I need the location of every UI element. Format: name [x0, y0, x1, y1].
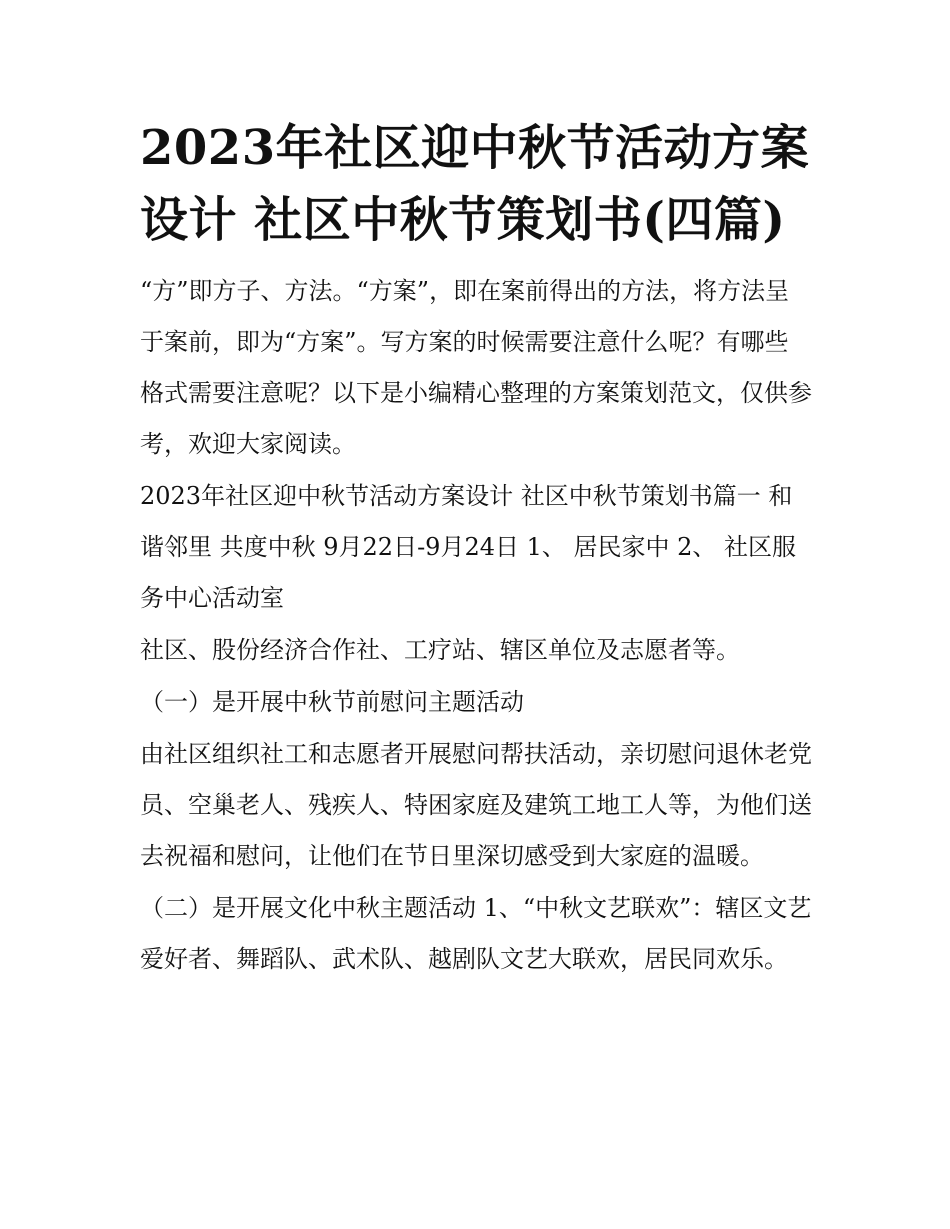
- section-heading-two: （二）是开展文化中秋主题活动 1、“中秋文艺联欢”：辖区文艺爱好者、舞蹈队、武术队、越剧队文艺大联欢，居民同欢乐。: [140, 894, 812, 973]
- paragraph-part-one: 2023年社区迎中秋节活动方案设计 社区中秋节策划书篇一 和谐邻里 共度中秋 9月22日-9月24日 1、 居民家中 2、 社区服务中心活动室: [140, 482, 797, 612]
- document-body: [140, 266, 812, 985]
- paragraph-visit-activity: 由社区组织社工和志愿者开展慰问帮扶活动，亲切慰问退休老党员、空巢老人、残疾人、特困家庭及建筑工地工人等，为他们送去祝福和慰问，让他们在节日里深切感受到大家庭的温暖。: [140, 740, 812, 870]
- document-title: 2023年社区迎中秋节活动方案设计 社区中秋节策划书(四篇): [140, 120, 810, 248]
- section-heading-one: （一）是开展中秋节前慰问主题活动: [140, 688, 524, 716]
- intro-paragraph: “方”即方子、方法。“方案”，即在案前得出的方法，将方法呈于案前，即为“方案”。写方案的时候需要注意什么呢？有哪些格式需要注意呢？以下是小编精心整理的方案策划范文，仅供参考，欢迎大家阅读。: [140, 277, 812, 458]
- document-page: [140, 112, 812, 986]
- paragraph-participants: 社区、股份经济合作社、工疗站、辖区单位及志愿者等。: [140, 636, 740, 664]
